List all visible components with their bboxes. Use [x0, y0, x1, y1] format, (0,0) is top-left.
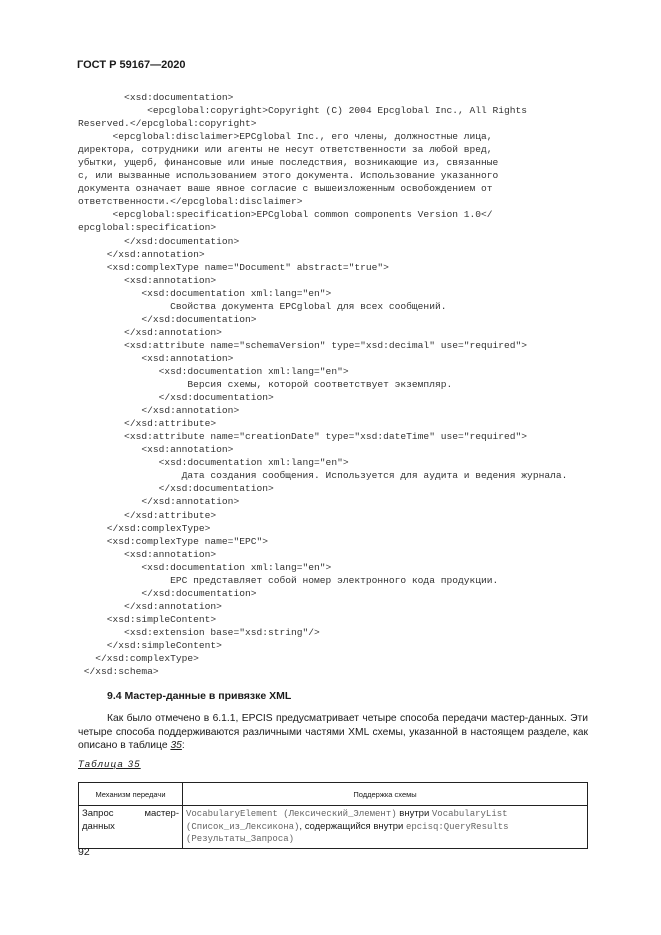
code-line: Версия схемы, которой соответствует экземпляр. [78, 379, 453, 391]
header-schema-support: Поддержка схемы [183, 783, 588, 806]
code-line: </xsd:annotation> [78, 600, 222, 612]
code-line: </xsd:documentation> [78, 313, 257, 325]
table-header-row [79, 783, 588, 806]
code-line: Дата создания сообщения. Используется для аудита и ведения журнала. [78, 470, 568, 482]
cell-text-inside: внутри [396, 808, 432, 819]
code-line: </xsd:annotation> [78, 496, 240, 508]
code-line: <xsd:simpleContent> [78, 613, 217, 625]
code-line: <xsd:annotation> [78, 274, 217, 286]
page-number: 92 [78, 846, 90, 858]
code-line: </xsd:attribute> [78, 418, 217, 430]
cell-text-contained: , содержащийся внутри [299, 820, 406, 832]
code-line: <xsd:attribute name="schemaVersion" type="xsd:decimal" use="required"> [78, 339, 528, 351]
header-mechanism: Механизм передачи [79, 783, 183, 806]
vocabulary-element-term: VocabularyElement (Лексический_Элемент) [186, 809, 397, 819]
code-line: <xsd:annotation> [78, 352, 234, 364]
code-line: <xsd:documentation> [78, 92, 234, 103]
code-line: </xsd:annotation> [78, 405, 240, 417]
table-reference-link[interactable]: 35 [170, 740, 182, 751]
code-line: </xsd:documentation> [78, 392, 274, 404]
code-line: <epcglobal:disclaimer>EPCglobal Inc., его члены, должностные лица, [78, 131, 493, 143]
code-line: убытки, ущерб, финансовые или иные последствия, возникающие из, связанные [78, 157, 499, 169]
code-line: Свойства документа EPCglobal для всех сообщений. [78, 300, 447, 312]
table-35 [78, 782, 588, 849]
code-line: </xsd:complexType> [78, 522, 211, 534]
xml-code-block [78, 91, 598, 678]
code-line: <xsd:complexType name="EPC"> [78, 535, 268, 547]
body-paragraph [78, 712, 588, 753]
code-line: <xsd:annotation> [78, 548, 217, 560]
code-line: <xsd:complexType name="Document" abstract="true"> [78, 261, 389, 273]
code-line: документа означает ваше явное согласие с вышеизложенным освобождением от [78, 183, 493, 195]
code-line: </xsd:annotation> [78, 248, 205, 260]
cell-schema-support [183, 806, 588, 849]
code-line: </xsd:documentation> [78, 235, 240, 247]
paragraph-end: : [181, 740, 185, 751]
code-line: </xsd:documentation> [78, 587, 257, 599]
code-line: </xsd:attribute> [78, 509, 217, 521]
code-line: </xsd:simpleContent> [78, 639, 222, 651]
cell-mechanism: Запрос мастер-данных [79, 806, 183, 849]
document-header: ГОСТ Р 59167—2020 [77, 59, 186, 71]
code-line: <xsd:attribute name="creationDate" type="xsd:dateTime" use="required"> [78, 431, 528, 443]
code-line: <xsd:documentation xml:lang="en"> [78, 457, 349, 469]
code-line: <xsd:annotation> [78, 444, 234, 456]
code-line: </xsd:annotation> [78, 326, 222, 338]
code-line: ответственности.</epcglobal:disclaimer> [78, 196, 303, 208]
paragraph-text: Как было отмечено в 6.1.1, EPCIS предусматривает четыре способа передачи мастер-данных. Эти четыре способа поддерживаются различными частями XML схемы, указанной в настоящем разделе, как описано в таблице [78, 713, 588, 751]
code-line: директора, сотрудники или агенты не несут ответственности за любой вред, [78, 144, 493, 156]
code-line: </xsd:schema> [78, 666, 159, 678]
code-line: <epcglobal:specification>EPCglobal common components Version 1.0</ [78, 209, 493, 221]
table-label: Таблица 35 [78, 759, 141, 770]
code-line: EPC представляет собой номер электронного кода продукции. [78, 574, 499, 586]
code-line: </xsd:documentation> [78, 483, 274, 495]
code-line: с, или вызванные использованием этого документа. Использование указанного [78, 170, 499, 182]
section-heading: 9.4 Мастер-данные в привязке XML [107, 690, 292, 702]
code-line: <xsd:documentation xml:lang="en"> [78, 287, 332, 299]
vocabulary-list-term: VocabularyList (Список_из_Лексикона) [186, 809, 508, 832]
code-line: epcglobal:specification> [78, 222, 217, 234]
code-line: </xsd:complexType> [78, 653, 199, 665]
query-results-term: epcisq:QueryResults (Результаты_Запроса) [186, 821, 509, 844]
table-row [79, 806, 588, 849]
code-line: <xsd:documentation xml:lang="en"> [78, 561, 332, 573]
code-line: Reserved.</epcglobal:copyright> [78, 118, 257, 130]
code-line: <epcglobal:copyright>Copyright (C) 2004 Epcglobal Inc., All Rights [78, 105, 528, 117]
code-line: <xsd:documentation xml:lang="en"> [78, 365, 349, 377]
code-line: <xsd:extension base="xsd:string"/> [78, 626, 320, 638]
